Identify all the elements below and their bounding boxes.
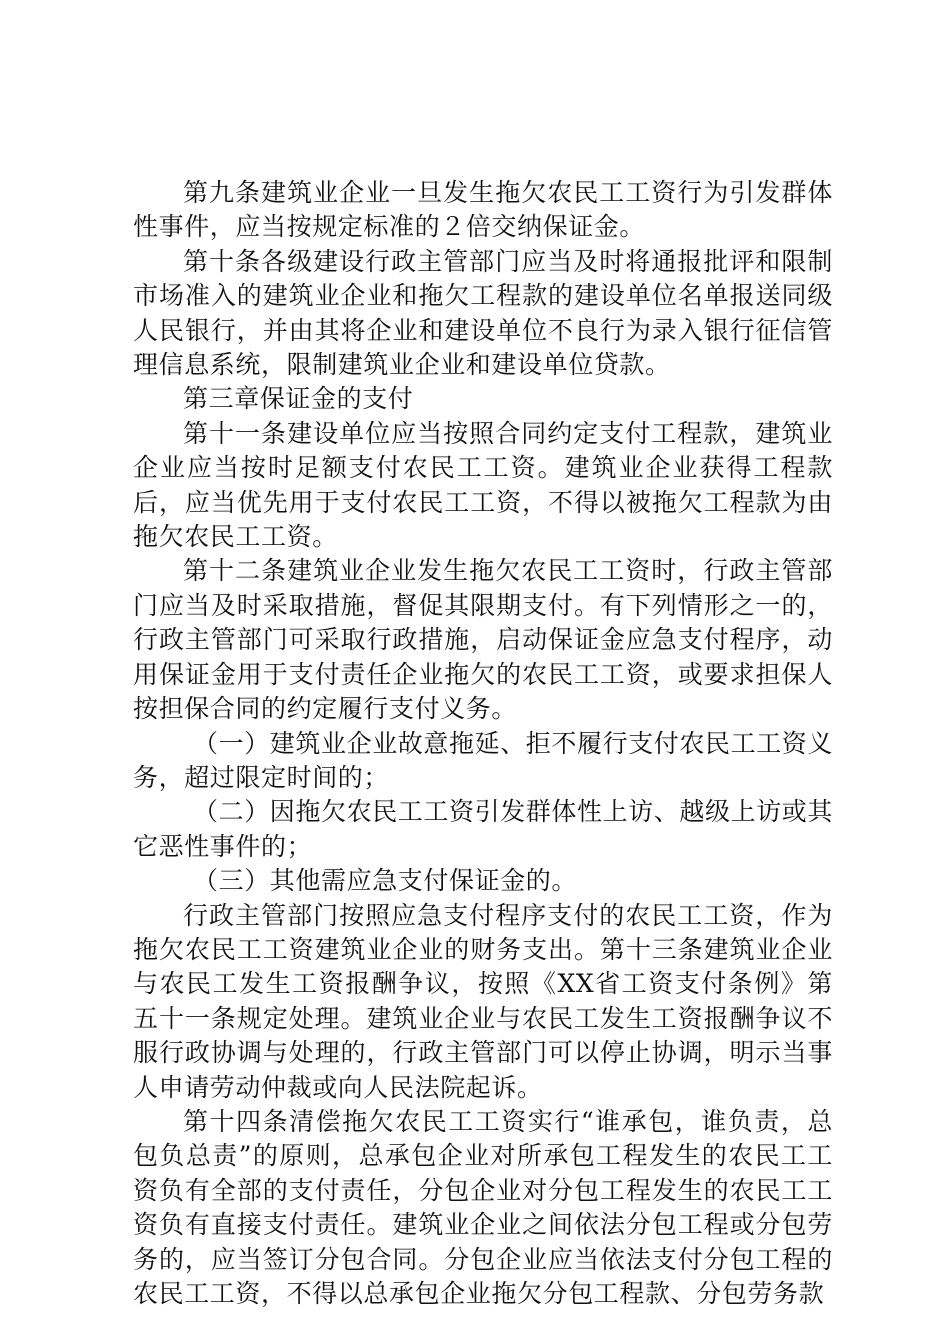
paragraph-article-13: 行政主管部门按照应急支付程序支付的农民工工资，作为拖欠农民工工资建筑业企业的财务支出。第十三条建筑业企业与农民工发生工资报酬争议，按照《XX省工资支付条例》第五十一条规定处理。建筑业企业与农民工发生工资报酬争议不服行政协调与处理的，行政主管部门可以停止协调，明示当事人申请劳动仲裁或向人民法院起诉。: [133, 900, 833, 1102]
paragraph-article-9: 第九条建筑业企业一旦发生拖欠农民工工资行为引发群体性事件，应当按规定标准的２倍交纳保证金。: [133, 178, 833, 242]
paragraph-article-12: 第十二条建筑业企业发生拖欠农民工工资时，行政主管部门应当及时采取措施，督促其限期支付。有下列情形之一的，行政主管部门可采取行政措施，启动保证金应急支付程序，动用保证金用于支付责任企业拖欠的农民工工资，或要求担保人按担保合同的约定履行支付义务。: [133, 556, 833, 724]
paragraph-article-14: 第十四条清偿拖欠农民工工资实行“谁承包，谁负责，总包负总责”的原则，总承包企业对所承包工程发生的农民工工资负有全部的支付责任，分包企业对分包工程发生的农民工工资负有直接支付责任。建筑业企业之间依法分包工程或分包劳务的，应当签订分包合同。分包企业应当依法支付分包工程的农民工工资，不得以总承包企业拖欠分包工程款、分包劳务款: [133, 1106, 833, 1308]
paragraph-article-11: 第十一条建设单位应当按照合同约定支付工程款，建筑业企业应当按时足额支付农民工工资。建筑业企业获得工程款后，应当优先用于支付农民工工资，不得以被拖欠工程款为由拖欠农民工工资。: [133, 418, 833, 552]
document-body: [133, 176, 833, 1311]
list-item-2: （二）因拖欠农民工工资引发群体性上访、越级上访或其它恶性事件的；: [133, 797, 834, 861]
list-item-1: （一）建筑业企业故意拖延、拒不履行支付农民工工资义务，超过限定时间的；: [133, 728, 834, 792]
chapter-heading: 第三章保证金的支付: [183, 384, 414, 414]
list-item-3: （三）其他需应急支付保证金的。: [193, 866, 578, 896]
paragraph-article-10: 第十条各级建设行政主管部门应当及时将通报批评和限制市场准入的建筑业企业和拖欠工程款的建设单位名单报送同级人民银行，并由其将企业和建设单位不良行为录入银行征信管理信息系统，限制建筑业企业和建设单位贷款。: [133, 246, 833, 380]
